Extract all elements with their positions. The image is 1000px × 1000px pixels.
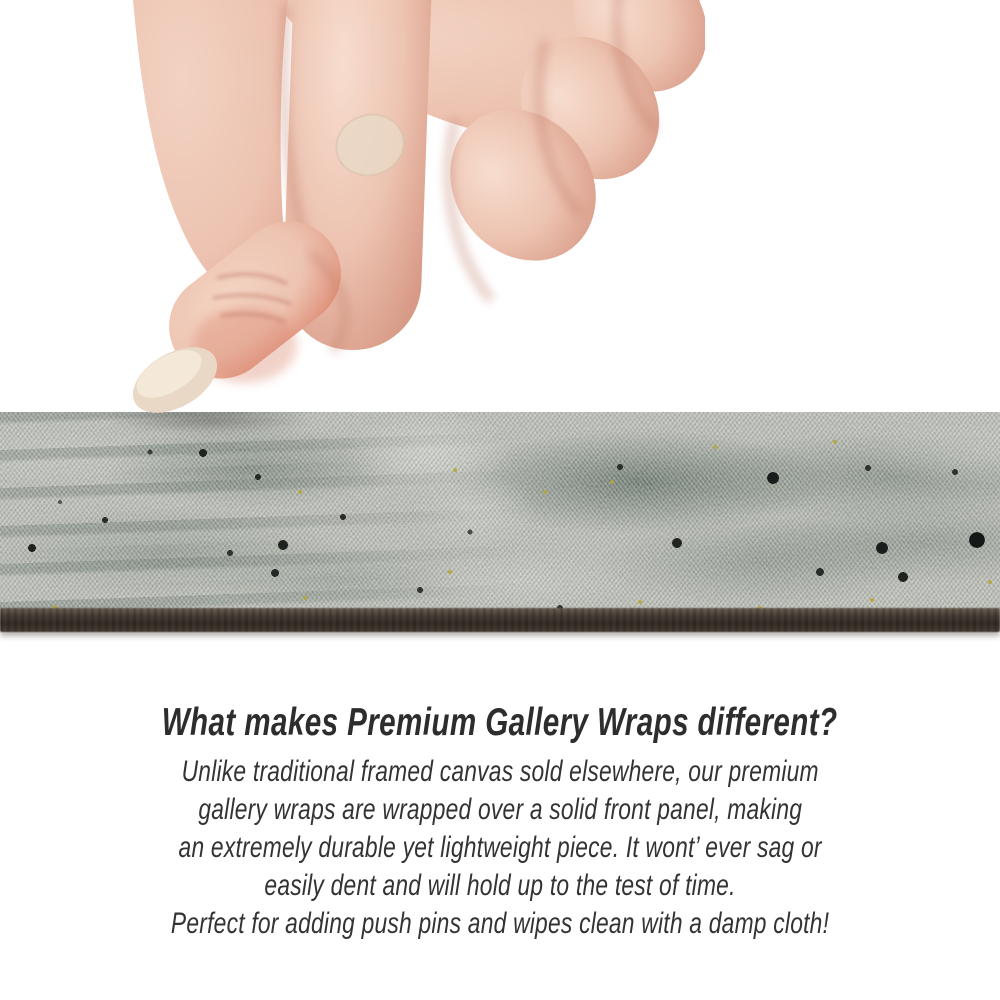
canvas-texture-face — [0, 412, 1000, 610]
canvas-edge-strip — [0, 412, 1000, 634]
body-text-line-3: an extremely durable yet lightweight piece. It wont’ ever sag or — [178, 831, 822, 864]
body-text-line-4: easily dent and will hold up to the test of time. — [264, 869, 736, 902]
section-heading: What makes Premium Gallery Wraps different? — [162, 701, 838, 744]
body-text-line-5: Perfect for adding push pins and wipes clean with a damp cloth! — [170, 907, 830, 940]
canvas-board-bottom-edge — [0, 608, 1000, 632]
description-text-block — [0, 700, 1000, 943]
body-text-line-2: gallery wraps are wrapped over a solid front panel, making — [198, 793, 802, 826]
canvas-yellow-flecks — [0, 412, 1000, 610]
hand-pressing-thumb-photo — [125, 0, 705, 420]
body-text-line-1: Unlike traditional framed canvas sold elsewhere, our premium — [181, 755, 819, 788]
